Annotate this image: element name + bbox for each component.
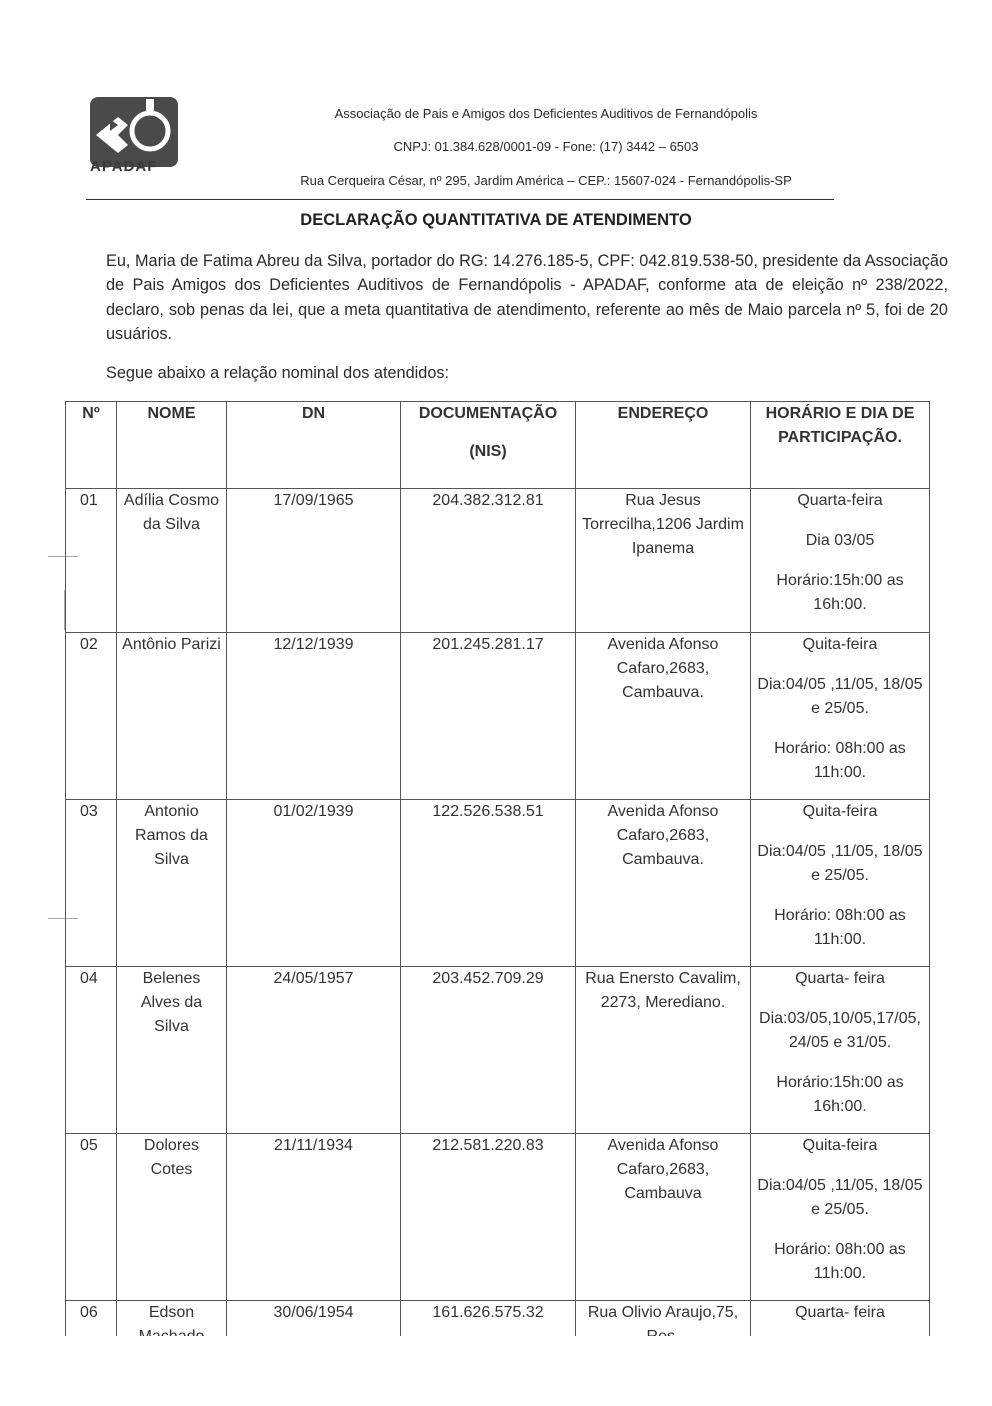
schedule-days: Dia 03/05 xyxy=(805,532,875,549)
cell-nis: 161.626.575.32 xyxy=(401,1301,576,1362)
table-row xyxy=(66,967,930,1134)
schedule-days: Dia:04/05 ,11/05, 18/05 e 25/05. xyxy=(757,676,923,717)
header-dn: DN xyxy=(227,402,401,489)
cell-schedule xyxy=(751,1134,930,1301)
cell-dn: 01/02/1939 xyxy=(227,800,401,967)
cell-name: Edson xyxy=(117,1301,227,1362)
cell-name: Adília Cosmo da Silva xyxy=(117,489,227,633)
cell-num: 04 xyxy=(66,967,117,1134)
list-intro: Segue abaixo a relação nominal dos atendidos: xyxy=(106,364,450,382)
schedule-weekday: Quita-feira xyxy=(802,1137,878,1154)
cell-nis: 122.526.538.51 xyxy=(401,800,576,967)
schedule-days: Dia:04/05 ,11/05, 18/05 e 25/05. xyxy=(757,843,923,884)
schedule-weekday: Quarta- feira xyxy=(795,970,885,987)
table-row xyxy=(66,489,930,633)
cell-nis: 204.382.312.81 xyxy=(401,489,576,633)
cell-dn: 17/09/1965 xyxy=(227,489,401,633)
header-doc-label: DOCUMENTAÇÃO xyxy=(418,405,558,422)
table-header-row xyxy=(66,402,930,489)
page-bottom-crop xyxy=(0,1336,992,1406)
cell-schedule xyxy=(751,489,930,633)
logo-text: APADAF xyxy=(90,158,158,175)
schedule-hours: Horário: 08h:00 as 11h:00. xyxy=(774,1241,906,1282)
schedule-days: Dia:03/05,10/05,17/05,24/05 e 31/05. xyxy=(759,1010,921,1051)
cell-name: Antonio Ramos da Silva xyxy=(117,800,227,967)
cell-dn: 30/06/1954 xyxy=(227,1301,401,1362)
cell-name: Antônio Parizi xyxy=(117,633,227,800)
cell-num: 01 xyxy=(66,489,117,633)
cell-address: Avenida Afonso Cafaro,2683, Cambauva. xyxy=(576,800,751,967)
cell-nis: 212.581.220.83 xyxy=(401,1134,576,1301)
header-name: NOME xyxy=(117,402,227,489)
header-address: ENDEREÇO xyxy=(576,402,751,489)
table-row xyxy=(66,800,930,967)
cell-name: Dolores Cotes xyxy=(117,1134,227,1301)
organization-name: Associação de Pais e Amigos dos Deficientes Auditivos de Fernandópolis xyxy=(334,106,758,121)
cell-nis: 201.245.281.17 xyxy=(401,633,576,800)
schedule-weekday: Quarta-feira xyxy=(797,492,883,509)
schedule-hours: Horário:15h:00 as 16h:00. xyxy=(776,572,904,613)
schedule-hours: Horário: 08h:00 as 11h:00. xyxy=(774,740,906,781)
declaration-paragraph: Eu, Maria de Fatima Abreu da Silva, portador do RG: 14.276.185-5, CPF: 042.819.538-50, presidente da Associação de Pais Amigos dos Deficientes Auditivos de Fernandópolis - APADAF, conforme ata de eleição nº 238/2022, declaro, sob penas da lei, que a meta quantitativa de atendimento, referente ao mês de Maio parcela nº 5, foi de 20 usuários. xyxy=(106,252,948,343)
cnpj-phone-line: CNPJ: 01.384.628/0001-09 - Fone: (17) 3442 – 6503 xyxy=(393,139,699,154)
cell-name: Belenes Alves da Silva xyxy=(117,967,227,1134)
header-documentation xyxy=(401,402,576,489)
cell-num: 06 xyxy=(66,1301,117,1362)
cell-address: Avenida Afonso Cafaro,2683, Cambauva. xyxy=(576,633,751,800)
table-row xyxy=(66,633,930,800)
cell-schedule xyxy=(751,967,930,1134)
cell-dn: 21/11/1934 xyxy=(227,1134,401,1301)
cell-address: Rua Jesus Torrecilha,1206 Jardim Ipanema xyxy=(576,489,751,633)
cell-nis: 203.452.709.29 xyxy=(401,967,576,1134)
cell-num: 05 xyxy=(66,1134,117,1301)
cell-address: Avenida Afonso Cafaro,2683, Cambauva xyxy=(576,1134,751,1301)
attendees-table xyxy=(65,401,930,1362)
schedule-weekday: Quita-feira xyxy=(802,636,878,653)
cell-num: 02 xyxy=(66,633,117,800)
schedule-hours: Horário:15h:00 as 16h:00. xyxy=(776,1074,904,1115)
header-schedule: HORÁRIO E DIA DE PARTICIPAÇÃO. xyxy=(751,402,930,489)
cell-address: Rua Olivio Araujo,75, xyxy=(576,1301,751,1362)
table-row xyxy=(66,1134,930,1301)
cell-dn: 12/12/1939 xyxy=(227,633,401,800)
header-num: Nº xyxy=(66,402,117,489)
schedule-weekday: Quita-feira xyxy=(802,803,878,820)
schedule-hours: Horário: 08h:00 as 11h:00. xyxy=(774,907,906,948)
header-divider xyxy=(86,199,834,200)
cell-dn: 24/05/1957 xyxy=(227,967,401,1134)
cell-schedule xyxy=(751,800,930,967)
address-line: Rua Cerqueira César, nº 295, Jardim América – CEP.: 15607-024 - Fernandópolis-SP xyxy=(300,173,792,188)
cell-schedule xyxy=(751,633,930,800)
header-doc-sub: (NIS) xyxy=(469,443,507,460)
cell-address: Rua Enersto Cavalim, 2273, Merediano. xyxy=(576,967,751,1134)
cell-num: 03 xyxy=(66,800,117,967)
schedule-days: Dia:04/05 ,11/05, 18/05 e 25/05. xyxy=(757,1177,923,1218)
schedule-weekday: Quarta- feira xyxy=(795,1304,885,1321)
document-title: DECLARAÇÃO QUANTITATIVA DE ATENDIMENTO xyxy=(300,211,692,229)
